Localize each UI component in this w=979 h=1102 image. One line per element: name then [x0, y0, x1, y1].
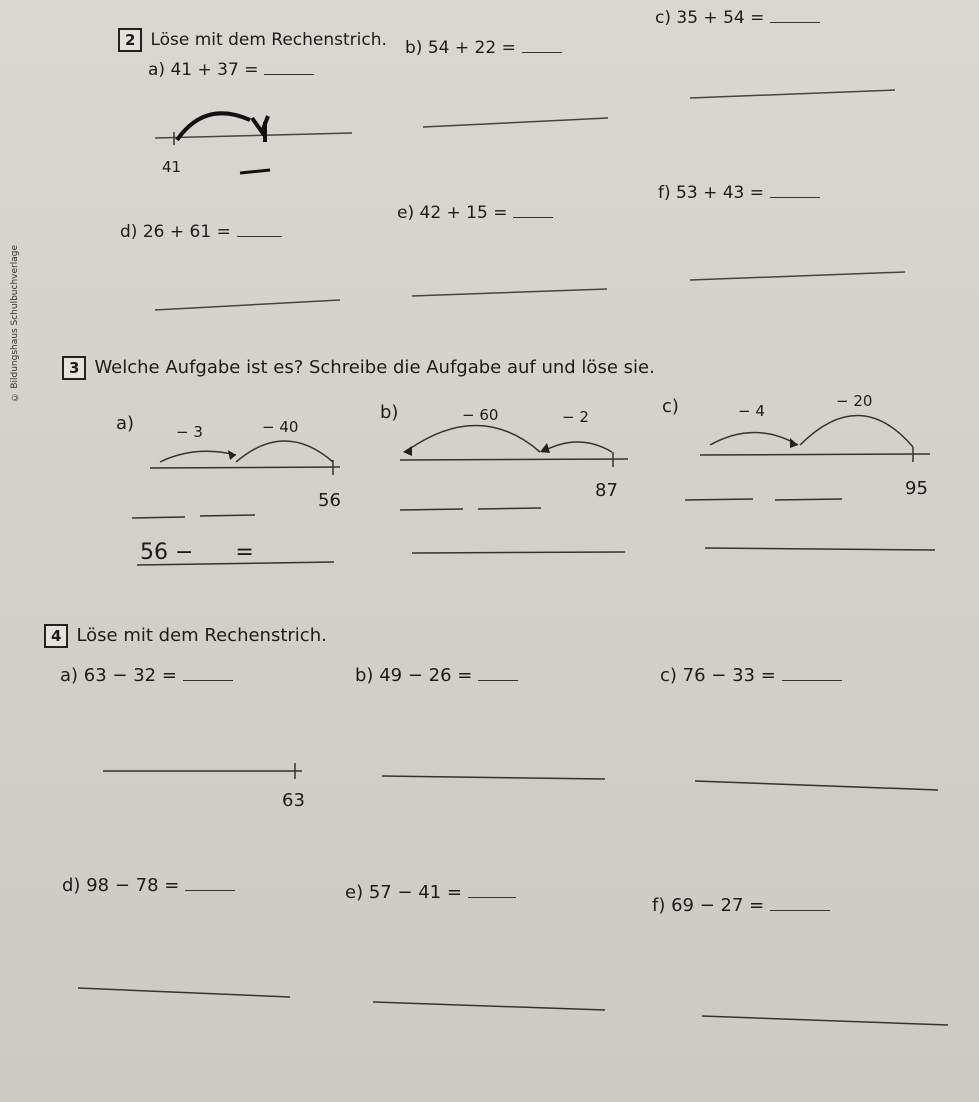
exercise-4-task-a: a) 63 − 32 =: [60, 665, 233, 686]
exercise-4-task-d: d) 98 − 78 =: [62, 875, 235, 896]
exercise-3-number: 3: [62, 356, 86, 380]
exercise-2-task-e: e) 42 + 15 =: [397, 203, 553, 223]
copyright-notice: © Bildungshaus Schulbuchverlage: [10, 245, 20, 402]
exercise-4-task-f: f) 69 − 27 =: [652, 895, 830, 916]
exercise-4-instruction: Löse mit dem Rechenstrich.: [76, 625, 327, 646]
exercise-3-label-b: b): [380, 402, 399, 423]
end-number-a: 56: [318, 490, 341, 511]
exercise-4-number: 4: [44, 624, 68, 648]
exercise-2-task-a: a) 41 + 37 =: [148, 60, 314, 80]
exercise-2-instruction: Löse mit dem Rechenstrich.: [150, 30, 387, 50]
exercise-3-instruction: Welche Aufgabe ist es? Schreibe die Aufgabe auf und löse sie.: [94, 357, 655, 378]
jump-label-a2: − 40: [262, 418, 299, 436]
exercise-3-a-prefill: 56 − =: [140, 540, 254, 565]
jump-label-b1: − 60: [462, 406, 499, 424]
jump-label-c1: − 4: [738, 402, 765, 420]
exercise-2-task-f: f) 53 + 43 =: [658, 183, 820, 203]
example-start-number: 41: [162, 158, 182, 176]
answer-blank[interactable]: [185, 876, 235, 891]
exercise-3-label-c: c): [662, 396, 679, 417]
exercise-2-number: 2: [118, 28, 142, 52]
jump-label-c2: − 20: [836, 392, 873, 410]
end-number-c: 95: [905, 478, 928, 499]
exercise-4-task-c: c) 76 − 33 =: [660, 665, 842, 686]
answer-blank[interactable]: [468, 883, 516, 898]
jump-label-a1: − 3: [176, 423, 203, 441]
exercise-2-task-d: d) 26 + 61 =: [120, 222, 282, 242]
end-number-b: 87: [595, 480, 618, 501]
example-end-number: 63: [282, 790, 305, 811]
exercise-2-task-b: b) 54 + 22 =: [405, 38, 562, 58]
exercise-3-label-a: a): [116, 413, 135, 434]
exercise-2-task-c: c) 35 + 54 =: [655, 8, 820, 28]
exercise-4-task-e: e) 57 − 41 =: [345, 882, 516, 903]
answer-blank[interactable]: [770, 896, 830, 911]
exercise-4-task-b: b) 49 − 26 =: [355, 665, 518, 686]
jump-label-b2: − 2: [562, 408, 589, 426]
